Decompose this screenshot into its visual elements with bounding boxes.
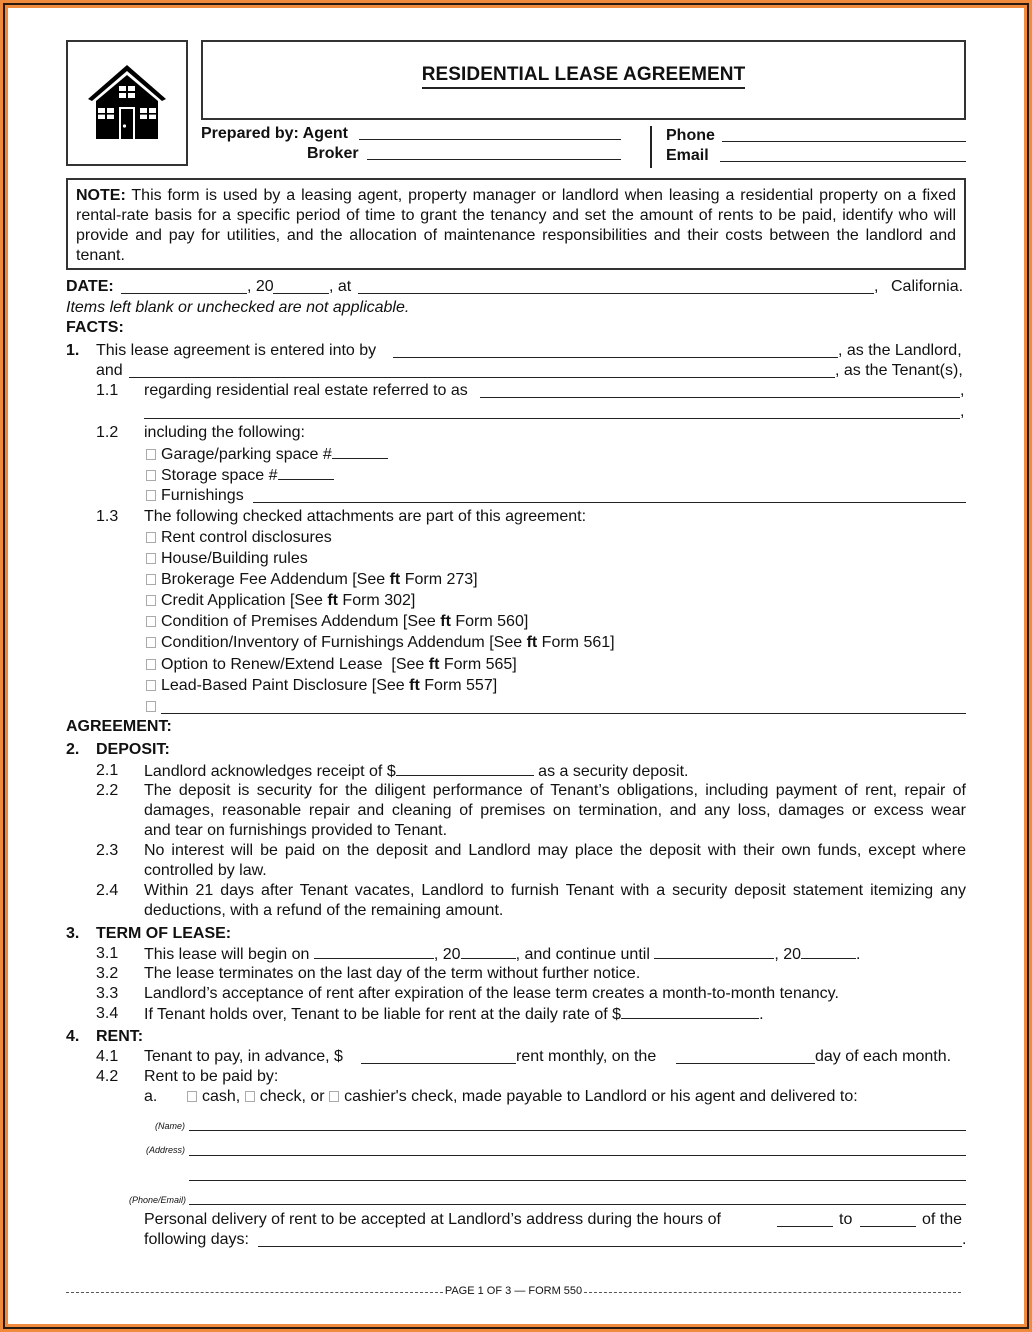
date-label: DATE: xyxy=(66,278,114,295)
attachment-checkbox[interactable] xyxy=(146,595,156,606)
form-ref: Form 273] xyxy=(400,571,478,588)
page-indicator: PAGE 1 OF 3 — FORM 550 xyxy=(444,1285,583,1297)
note-text: This form is used by a leasing agent, property manager or landlord when leasing a residential property on a fixed rental-rate basis for a specific period of time to grant the tenancy and set the amount of rents to be paid, identify who will provide and pay for utilities, and the allocation of maintenance responsibilities and their costs between the landlord and tenant. xyxy=(76,187,956,264)
lease-end-year-field[interactable] xyxy=(801,944,856,959)
section-2-1-text: Landlord acknowledges receipt of $ xyxy=(144,763,396,780)
phone-field[interactable] xyxy=(722,127,966,142)
section-3-4-number: 3.4 xyxy=(96,1005,119,1022)
page-title: RESIDENTIAL LEASE AGREEMENT xyxy=(422,64,746,89)
section-2-title: DEPOSIT: xyxy=(96,741,170,758)
attachment-label: Condition of Premises Addendum [See xyxy=(161,613,441,630)
section-2-4-line: Within 21 days after Tenant vacates, Landlord to furnish Tenant with a security deposit statement itemizing any xyxy=(144,882,966,899)
rent-day-field[interactable] xyxy=(676,1049,815,1064)
hours-from-field[interactable] xyxy=(777,1212,833,1227)
broker-field[interactable] xyxy=(367,145,621,160)
section-3-2-text: The lease terminates on the last day of the term without further notice. xyxy=(144,965,641,982)
section-2-3-line: No interest will be paid on the deposit and Landlord may place the deposit with their own funds, except where xyxy=(144,842,966,859)
section-3-1-number: 3.1 xyxy=(96,945,119,962)
ft-mark: ft xyxy=(409,677,420,694)
section-2-3-number: 2.3 xyxy=(96,842,119,859)
section-1-2-number: 1.2 xyxy=(96,424,119,441)
item-a-letter: a. xyxy=(144,1088,158,1105)
ft-mark: ft xyxy=(526,634,538,651)
location-field[interactable] xyxy=(358,279,874,294)
to-label: to xyxy=(839,1211,853,1228)
section-2-1-suffix: as a security deposit. xyxy=(533,763,689,780)
section-2-1-number: 2.1 xyxy=(96,762,119,779)
and-label: and xyxy=(96,362,123,379)
attachment-label: Brokerage Fee Addendum [See xyxy=(161,571,390,588)
form-ref: Form 561] xyxy=(537,634,615,651)
payee-address-field-1[interactable] xyxy=(189,1155,966,1156)
logo-box xyxy=(66,40,188,166)
section-4-title: RENT: xyxy=(96,1028,144,1045)
attachment-other-field[interactable] xyxy=(161,699,966,714)
attachment-other-checkbox[interactable] xyxy=(146,701,156,712)
section-1-3-text: The following checked attachments are part of this agreement: xyxy=(144,508,587,525)
property-field-2[interactable] xyxy=(144,404,960,419)
daily-rate-field[interactable] xyxy=(621,1004,759,1019)
attachment-checkbox[interactable] xyxy=(146,532,156,543)
lease-start-year-field[interactable] xyxy=(461,944,516,959)
address-label: (Address) xyxy=(145,1145,185,1155)
check-label: check, or xyxy=(259,1088,325,1105)
agent-label: Prepared by: Agent xyxy=(201,125,348,142)
section-2-2-line: The deposit is security for the diligent performance of Tenant’s obligations, including payment of rent, repair of xyxy=(144,782,966,799)
section-4-2-text: Rent to be paid by: xyxy=(144,1068,279,1085)
cash-checkbox[interactable] xyxy=(187,1091,197,1102)
section-1-2-text: including the following: xyxy=(144,424,305,441)
section-1-number: 1. xyxy=(66,342,80,359)
attachment-checkbox[interactable] xyxy=(146,553,156,564)
year-prefix: , 20 xyxy=(774,946,802,963)
delivery-text: Personal delivery of rent to be accepted at Landlord’s address during the hours of xyxy=(144,1211,721,1228)
furnishings-label: Furnishings xyxy=(161,487,244,504)
section-3-title: TERM OF LEASE: xyxy=(96,925,232,942)
section-2-2-number: 2.2 xyxy=(96,782,119,799)
attachment-label: Lead-Based Paint Disclosure [See xyxy=(161,677,410,694)
section-3-1-text: This lease will begin on xyxy=(144,946,310,963)
ft-mark: ft xyxy=(389,571,401,588)
cashiers-check-checkbox[interactable] xyxy=(329,1091,339,1102)
page-footer xyxy=(66,1285,961,1297)
rent-monthly-label: rent monthly, on the xyxy=(516,1048,657,1065)
tenant-field[interactable] xyxy=(129,363,835,378)
attachment-label: Option to Renew/Extend Lease [See xyxy=(161,656,429,673)
landlord-field[interactable] xyxy=(393,343,838,358)
attachment-label: House/Building rules xyxy=(161,550,308,567)
ft-mark: ft xyxy=(327,592,338,609)
garage-field[interactable] xyxy=(332,444,388,459)
section-2-number: 2. xyxy=(66,741,80,758)
section-3-3-number: 3.3 xyxy=(96,985,119,1002)
section-3-3-text: Landlord’s acceptance of rent after expiration of the lease term creates a month-to-month tenancy. xyxy=(144,985,839,1002)
attachment-checkbox[interactable] xyxy=(146,616,156,627)
day-of-month-label: day of each month. xyxy=(815,1048,952,1065)
storage-field[interactable] xyxy=(278,465,334,480)
email-field[interactable] xyxy=(720,147,966,162)
attachment-label: Rent control disclosures xyxy=(161,529,332,546)
form-ref: Form 557] xyxy=(419,677,498,694)
landlord-label: , as the Landlord, xyxy=(838,342,962,359)
ft-mark: ft xyxy=(428,656,440,673)
payee-phone-email-field[interactable] xyxy=(189,1204,966,1205)
following-days-label: following days: xyxy=(144,1231,249,1248)
email-label: Email xyxy=(666,147,709,164)
continue-until-label: , and continue until xyxy=(515,946,650,963)
attachment-checkbox[interactable] xyxy=(146,680,156,691)
deposit-amount-field[interactable] xyxy=(396,761,534,776)
lease-end-date-field[interactable] xyxy=(654,944,774,959)
section-2-4-number: 2.4 xyxy=(96,882,119,899)
storage-checkbox[interactable] xyxy=(146,470,156,481)
broker-label: Broker xyxy=(307,145,359,162)
section-3-2-number: 3.2 xyxy=(96,965,119,982)
section-3-number: 3. xyxy=(66,925,80,942)
date-at-label: , at xyxy=(329,278,352,295)
phone-label: Phone xyxy=(666,127,715,144)
section-4-number: 4. xyxy=(66,1028,80,1045)
date-year-prefix: , 20 xyxy=(247,278,274,295)
california-label: California. xyxy=(891,278,964,295)
note-box xyxy=(66,178,966,270)
garage-label: Garage/parking space # xyxy=(161,446,332,463)
phone-email-label: (Phone/Email) xyxy=(128,1195,186,1205)
title-box xyxy=(201,40,966,120)
header-divider xyxy=(650,126,652,168)
date-year-field[interactable] xyxy=(273,279,329,294)
garage-checkbox[interactable] xyxy=(146,449,156,460)
footer-dash-right xyxy=(584,1292,961,1293)
cashiers-check-label: cashier's check, made payable to Landlord or his agent and delivered to: xyxy=(344,1088,858,1105)
attachment-checkbox[interactable] xyxy=(146,637,156,648)
date-field[interactable] xyxy=(121,279,247,294)
section-4-1-text: Tenant to pay, in advance, $ xyxy=(144,1048,343,1065)
agreement-heading: AGREEMENT: xyxy=(66,718,172,735)
cash-label: cash, xyxy=(202,1088,241,1105)
lease-start-date-field[interactable] xyxy=(314,944,434,959)
footer-dash-left xyxy=(66,1292,443,1293)
payee-address-field-2[interactable] xyxy=(189,1180,966,1181)
furnishings-checkbox[interactable] xyxy=(146,490,156,501)
attachment-checkbox[interactable] xyxy=(146,659,156,670)
attachment-label: Credit Application [See xyxy=(161,592,328,609)
payee-name-field[interactable] xyxy=(189,1130,966,1131)
form-ref: Form 565] xyxy=(439,656,517,673)
property-field-1[interactable] xyxy=(480,383,960,398)
section-2-3-line: controlled by law. xyxy=(144,862,267,879)
facts-heading: FACTS: xyxy=(66,319,124,336)
section-2-2-line: damages, reasonable repair and cleaning of premises on termination, and any loss, damages or excess wear xyxy=(144,802,966,819)
section-1-text: This lease agreement is entered into by xyxy=(96,342,377,359)
furnishings-field[interactable] xyxy=(253,488,966,503)
hours-to-field[interactable] xyxy=(860,1212,916,1227)
form-ref: Form 302] xyxy=(337,592,416,609)
agent-field[interactable] xyxy=(359,125,621,140)
note-label: NOTE: xyxy=(76,187,126,204)
storage-label: Storage space # xyxy=(161,467,278,484)
check-checkbox[interactable] xyxy=(245,1091,255,1102)
section-3-4-text: If Tenant holds over, Tenant to be liable for rent at the daily rate of $ xyxy=(144,1006,622,1023)
monthly-rent-field[interactable] xyxy=(361,1049,516,1064)
attachment-checkbox[interactable] xyxy=(146,574,156,585)
section-2-2-line: and tear on furnishings provided to Tenant. xyxy=(144,822,448,839)
name-label: (Name) xyxy=(154,1121,185,1131)
section-4-1-number: 4.1 xyxy=(96,1048,119,1065)
section-1-1-text: regarding residential real estate referred to as xyxy=(144,382,468,399)
delivery-days-field[interactable] xyxy=(258,1232,962,1247)
blank-notice: Items left blank or unchecked are not applicable. xyxy=(66,299,410,316)
house-icon xyxy=(86,63,168,143)
section-1-1-number: 1.1 xyxy=(96,382,119,399)
form-ref: Form 560] xyxy=(450,613,529,630)
tenant-label: , as the Tenant(s), xyxy=(835,362,963,379)
section-2-4-line: deductions, with a refund of the remaining amount. xyxy=(144,902,504,919)
ft-mark: ft xyxy=(440,613,451,630)
attachment-label: Condition/Inventory of Furnishings Addendum [See xyxy=(161,634,527,651)
year-prefix: , 20 xyxy=(433,946,461,963)
section-1-3-number: 1.3 xyxy=(96,508,119,525)
section-4-2-number: 4.2 xyxy=(96,1068,119,1085)
of-the-label: of the xyxy=(922,1211,963,1228)
